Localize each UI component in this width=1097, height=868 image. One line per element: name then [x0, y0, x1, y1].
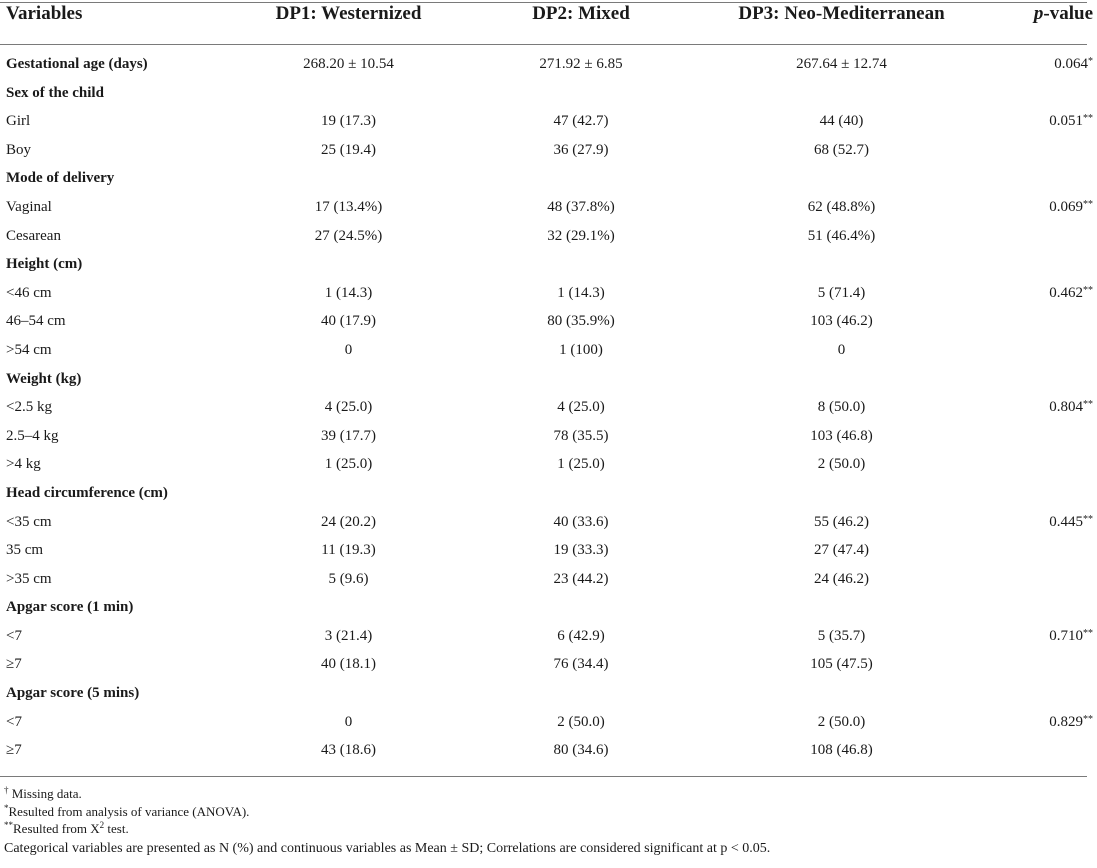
table-row	[0, 336, 1097, 365]
cell-pvalue	[984, 279, 1097, 308]
cell-dp2-text: 6 (42.9)	[557, 627, 605, 644]
cell-dp3	[699, 50, 984, 79]
cell-dp3-text: 2 (50.0)	[817, 713, 866, 730]
table-row	[0, 136, 1097, 165]
cell-dp2-text: 76 (34.4)	[553, 656, 609, 673]
cell-pvalue	[984, 508, 1097, 537]
cell-dp3-text: 108 (46.8)	[810, 742, 873, 759]
cell-dp3	[699, 222, 984, 251]
cell-dp3	[699, 107, 984, 136]
table-row	[0, 650, 1097, 679]
cell-dp2	[463, 250, 699, 279]
table-row	[0, 565, 1097, 594]
cell-dp2	[463, 565, 699, 594]
cell-pvalue	[984, 536, 1097, 565]
cell-dp2	[463, 650, 699, 679]
cell-pvalue	[984, 736, 1097, 765]
cell-pvalue	[984, 650, 1097, 679]
footnote-anova-mark: *	[4, 802, 9, 813]
cell-pvalue	[984, 422, 1097, 451]
cell-variable-text: Mode of delivery	[6, 170, 115, 187]
section-row	[0, 593, 1097, 622]
cell-dp1	[234, 593, 463, 622]
header-pvalue-italic: p	[1033, 3, 1044, 24]
bottom-rule	[0, 776, 1087, 777]
pvalue-mark: **	[1083, 627, 1093, 639]
table-row	[0, 422, 1097, 451]
cell-pvalue	[984, 79, 1097, 108]
cell-dp1	[234, 508, 463, 537]
cell-dp1	[234, 79, 463, 108]
table-row	[0, 50, 1097, 79]
cell-pvalue	[984, 593, 1097, 622]
cell-pvalue-text: 0.445	[1049, 513, 1083, 530]
cell-dp3-text: 62 (48.8%)	[807, 198, 876, 215]
cell-dp2-text: 80 (34.6)	[553, 742, 609, 759]
cell-dp1-text: 27 (24.5%)	[314, 227, 383, 244]
cell-dp1-text: 4 (25.0)	[324, 399, 373, 416]
cell-dp1	[234, 250, 463, 279]
header-pvalue	[984, 0, 1097, 28]
cell-variable-text: Apgar score (1 min)	[6, 599, 134, 616]
cell-dp1-text: 11 (19.3)	[321, 542, 376, 559]
cell-dp1	[234, 479, 463, 508]
cell-variable-text: Head circumference (cm)	[6, 484, 168, 501]
cell-dp2-text: 1 (100)	[559, 341, 603, 358]
table-row	[0, 450, 1097, 479]
cell-dp3	[699, 622, 984, 651]
cell-dp2	[463, 422, 699, 451]
cell-pvalue	[984, 450, 1097, 479]
footnote-chi-text-a: Resulted from X	[13, 821, 100, 836]
cell-variable-text: 2.5–4 kg	[6, 427, 59, 444]
cell-dp3	[699, 736, 984, 765]
cell-dp1-text: 1 (25.0)	[324, 456, 373, 473]
cell-dp1-text: 40 (17.9)	[321, 313, 376, 330]
cell-pvalue-text: 0.710	[1049, 627, 1083, 644]
cell-dp1	[234, 336, 463, 365]
header-rule	[0, 44, 1087, 45]
cell-dp3	[699, 650, 984, 679]
cell-pvalue-text: 0.051	[1049, 113, 1083, 130]
cell-pvalue	[984, 307, 1097, 336]
cell-pvalue	[984, 393, 1097, 422]
cell-dp1-text: 43 (18.6)	[321, 742, 376, 759]
cell-dp3	[699, 508, 984, 537]
cell-variable	[0, 365, 234, 394]
footnote-chi-sup: 2	[99, 820, 105, 830]
cell-pvalue	[984, 679, 1097, 708]
cell-variable	[0, 565, 234, 594]
cell-variable	[0, 79, 234, 108]
cell-dp3	[699, 307, 984, 336]
cell-dp1	[234, 422, 463, 451]
pvalue-mark: **	[1083, 513, 1093, 525]
cell-dp2	[463, 222, 699, 251]
cell-dp2	[463, 508, 699, 537]
cell-dp3	[699, 422, 984, 451]
cell-dp3-text: 5 (71.4)	[817, 284, 866, 301]
cell-variable-text: ≥7	[6, 656, 22, 673]
cell-dp3-text: 0	[837, 341, 846, 358]
cell-pvalue	[984, 365, 1097, 394]
cell-dp3-text: 27 (47.4)	[814, 542, 869, 559]
cell-variable-text: Cesarean	[6, 227, 61, 244]
cell-dp2	[463, 450, 699, 479]
cell-dp1	[234, 565, 463, 594]
cell-pvalue	[984, 565, 1097, 594]
pvalue-mark: *	[1088, 56, 1093, 67]
cell-variable-text: Gestational age (days)	[6, 56, 148, 72]
cell-dp1	[234, 164, 463, 193]
cell-dp2-text: 36 (27.9)	[553, 141, 609, 158]
cell-pvalue	[984, 250, 1097, 279]
cell-dp2-text: 19 (33.3)	[553, 542, 609, 559]
cell-pvalue	[984, 107, 1097, 136]
header-dp3: DP3: Neo-Mediterranean	[738, 3, 945, 24]
cell-dp1	[234, 222, 463, 251]
cell-pvalue	[984, 193, 1097, 222]
cell-dp3	[699, 336, 984, 365]
cell-variable	[0, 622, 234, 651]
cell-dp2-text: 2 (50.0)	[557, 713, 605, 730]
table-body	[0, 50, 1097, 765]
cell-pvalue-text: 0.804	[1049, 399, 1083, 416]
cell-dp3-text: 267.64 ± 12.74	[796, 56, 887, 72]
cell-dp3-text: 68 (52.7)	[814, 141, 869, 158]
cell-variable	[0, 164, 234, 193]
cell-dp2	[463, 679, 699, 708]
cell-dp3-text: 103 (46.8)	[810, 427, 873, 444]
cell-variable-text: >35 cm	[6, 570, 52, 587]
cell-variable-text: Boy	[6, 141, 32, 158]
footnote-chi	[4, 820, 770, 838]
cell-dp3-text: 103 (46.2)	[810, 313, 873, 330]
footnote-anova	[4, 803, 770, 821]
cell-dp1-text: 17 (13.4%)	[314, 198, 383, 215]
cell-dp2	[463, 479, 699, 508]
cell-dp1	[234, 107, 463, 136]
footnote-missing	[4, 785, 770, 803]
footnote-chi-text-b: test.	[104, 821, 129, 836]
cell-dp3	[699, 136, 984, 165]
cell-dp1	[234, 307, 463, 336]
cell-variable	[0, 736, 234, 765]
table-row	[0, 508, 1097, 537]
cell-dp3	[699, 536, 984, 565]
table-row	[0, 708, 1097, 737]
cell-dp2	[463, 279, 699, 308]
footnote-missing-mark: †	[4, 785, 9, 795]
cell-dp3-text: 8 (50.0)	[817, 399, 866, 416]
cell-dp1-text: 39 (17.7)	[321, 427, 376, 444]
cell-dp3	[699, 593, 984, 622]
cell-variable	[0, 279, 234, 308]
cell-variable	[0, 107, 234, 136]
cell-variable	[0, 479, 234, 508]
table-row	[0, 193, 1097, 222]
cell-variable-text: <7	[6, 713, 22, 730]
cell-dp1	[234, 365, 463, 394]
cell-dp1-text: 40 (18.1)	[321, 656, 376, 673]
cell-pvalue	[984, 622, 1097, 651]
cell-variable	[0, 393, 234, 422]
cell-variable	[0, 136, 234, 165]
table-row	[0, 622, 1097, 651]
cell-dp2-text: 78 (35.5)	[553, 427, 609, 444]
cell-dp1-text: 0	[344, 341, 353, 358]
cell-dp2	[463, 107, 699, 136]
cell-dp1-text: 268.20 ± 10.54	[303, 56, 394, 72]
cell-dp3-text: 55 (46.2)	[814, 513, 869, 530]
cell-dp1-text: 1 (14.3)	[324, 284, 373, 301]
table-row	[0, 536, 1097, 565]
cell-dp2	[463, 708, 699, 737]
pvalue-mark: **	[1083, 198, 1093, 210]
cell-pvalue	[984, 164, 1097, 193]
cell-pvalue-text: 0.069	[1049, 198, 1083, 215]
section-row	[0, 79, 1097, 108]
cell-pvalue	[984, 479, 1097, 508]
cell-dp2-text: 48 (37.8%)	[547, 198, 615, 215]
cell-dp2-text: 32 (29.1%)	[547, 227, 615, 244]
cell-dp3	[699, 365, 984, 394]
cell-dp1	[234, 50, 463, 79]
cell-variable	[0, 50, 234, 79]
header-pvalue-rest: -value	[1043, 3, 1093, 24]
cell-dp1-text: 0	[344, 713, 353, 730]
table-row	[0, 393, 1097, 422]
cell-dp2	[463, 307, 699, 336]
cell-variable-text: >54 cm	[6, 341, 52, 358]
header-dp2: DP2: Mixed	[532, 3, 630, 24]
cell-variable-text: Height (cm)	[6, 256, 83, 273]
cell-dp3	[699, 164, 984, 193]
footnote-summary: Categorical variables are presented as N (%) and continuous variables as Mean ± SD; Correlations are considered significant at p < 0.05.	[4, 840, 771, 856]
pvalue-mark: **	[1083, 399, 1093, 411]
cell-pvalue	[984, 136, 1097, 165]
cell-dp3	[699, 279, 984, 308]
cell-variable-text: 35 cm	[6, 542, 44, 559]
cell-pvalue-text: 0.064	[1054, 56, 1088, 72]
cell-dp3-text: 44 (40)	[819, 113, 864, 130]
cell-variable-text: <35 cm	[6, 513, 52, 530]
cell-dp1-text: 25 (19.4)	[321, 141, 376, 158]
cell-dp1	[234, 450, 463, 479]
cell-variable	[0, 250, 234, 279]
table-row	[0, 222, 1097, 251]
cell-variable	[0, 536, 234, 565]
cell-dp1	[234, 279, 463, 308]
cell-dp2	[463, 622, 699, 651]
cell-dp1	[234, 136, 463, 165]
header-row	[0, 0, 1097, 28]
cell-dp1	[234, 650, 463, 679]
table-row	[0, 107, 1097, 136]
cell-pvalue	[984, 336, 1097, 365]
cell-variable-text: Sex of the child	[6, 84, 104, 101]
cell-dp3-text: 51 (46.4%)	[807, 227, 876, 244]
cell-dp1	[234, 193, 463, 222]
cell-dp1-text: 19 (17.3)	[321, 113, 376, 130]
cell-dp2	[463, 193, 699, 222]
cell-variable-text: >4 kg	[6, 456, 41, 473]
cell-dp2-text: 271.92 ± 6.85	[539, 56, 623, 72]
cell-variable-text: Vaginal	[6, 198, 52, 215]
footnote-missing-text: Missing data.	[8, 786, 82, 801]
cell-dp2-text: 47 (42.7)	[553, 113, 609, 130]
cell-dp3	[699, 393, 984, 422]
cell-pvalue	[984, 50, 1097, 79]
cell-dp1	[234, 393, 463, 422]
cell-variable-text: Weight (kg)	[6, 370, 82, 387]
table-body-rows	[0, 50, 1097, 765]
cell-dp2	[463, 136, 699, 165]
cell-dp1	[234, 622, 463, 651]
cell-dp2	[463, 336, 699, 365]
cell-variable	[0, 679, 234, 708]
table-row	[0, 736, 1097, 765]
cell-dp2	[463, 593, 699, 622]
header-dp1: DP1: Westernized	[275, 3, 422, 24]
cell-dp2	[463, 79, 699, 108]
cell-dp3-text: 105 (47.5)	[810, 656, 873, 673]
section-row	[0, 250, 1097, 279]
cell-dp2	[463, 736, 699, 765]
cell-pvalue	[984, 222, 1097, 251]
cell-dp3	[699, 250, 984, 279]
cell-variable	[0, 650, 234, 679]
cell-dp2	[463, 164, 699, 193]
cell-dp2-text: 23 (44.2)	[553, 570, 609, 587]
cell-dp3	[699, 679, 984, 708]
pvalue-mark: **	[1083, 284, 1093, 296]
header-variables: Variables	[6, 3, 83, 24]
cell-variable-text: Girl	[6, 113, 31, 130]
table-header	[0, 0, 1097, 28]
cell-variable	[0, 708, 234, 737]
cell-dp1	[234, 736, 463, 765]
cell-dp2-text: 4 (25.0)	[557, 399, 605, 416]
cell-variable	[0, 307, 234, 336]
cell-dp1-text: 5 (9.6)	[328, 570, 369, 587]
cell-dp3	[699, 79, 984, 108]
table-footnotes	[4, 785, 770, 857]
table-row	[0, 307, 1097, 336]
pvalue-mark: **	[1083, 713, 1093, 725]
cell-dp3	[699, 565, 984, 594]
cell-dp2-text: 1 (25.0)	[557, 456, 605, 473]
cell-variable	[0, 422, 234, 451]
section-row	[0, 679, 1097, 708]
cell-dp3	[699, 708, 984, 737]
cell-dp3-text: 24 (46.2)	[814, 570, 869, 587]
cell-dp2	[463, 365, 699, 394]
cell-dp3	[699, 479, 984, 508]
section-row	[0, 164, 1097, 193]
cell-dp1	[234, 536, 463, 565]
cell-variable-text: <46 cm	[6, 284, 52, 301]
cell-variable-text: <7	[6, 627, 22, 644]
cell-variable	[0, 193, 234, 222]
cell-pvalue-text: 0.829	[1049, 713, 1083, 730]
cell-pvalue-text: 0.462	[1049, 284, 1083, 301]
cell-variable-text: 46–54 cm	[6, 313, 66, 330]
pvalue-mark: **	[1083, 113, 1093, 125]
cell-dp2	[463, 50, 699, 79]
cell-variable-text: <2.5 kg	[6, 399, 52, 416]
table-row	[0, 279, 1097, 308]
cell-dp2-text: 40 (33.6)	[553, 513, 609, 530]
footnote-chi-mark: **	[4, 820, 13, 830]
section-row	[0, 479, 1097, 508]
cell-variable	[0, 508, 234, 537]
cell-variable	[0, 593, 234, 622]
cell-variable	[0, 336, 234, 365]
section-row	[0, 365, 1097, 394]
cell-dp1	[234, 708, 463, 737]
cell-variable	[0, 450, 234, 479]
cell-dp2-text: 1 (14.3)	[557, 284, 605, 301]
cell-dp2	[463, 393, 699, 422]
cell-dp2	[463, 536, 699, 565]
cell-dp3	[699, 450, 984, 479]
footnote-anova-text: Resulted from analysis of variance (ANOVA).	[8, 803, 250, 819]
cell-dp3	[699, 193, 984, 222]
cell-dp3-text: 2 (50.0)	[817, 456, 866, 473]
cell-pvalue	[984, 708, 1097, 737]
cell-dp3-text: 5 (35.7)	[817, 627, 866, 644]
cell-dp1-text: 24 (20.2)	[321, 513, 376, 530]
cell-variable-text: Apgar score (5 mins)	[6, 685, 140, 702]
cell-dp1-text: 3 (21.4)	[324, 627, 373, 644]
cell-variable-text: ≥7	[6, 742, 22, 759]
cell-dp1	[234, 679, 463, 708]
cell-dp2-text: 80 (35.9%)	[547, 313, 615, 330]
cell-variable	[0, 222, 234, 251]
